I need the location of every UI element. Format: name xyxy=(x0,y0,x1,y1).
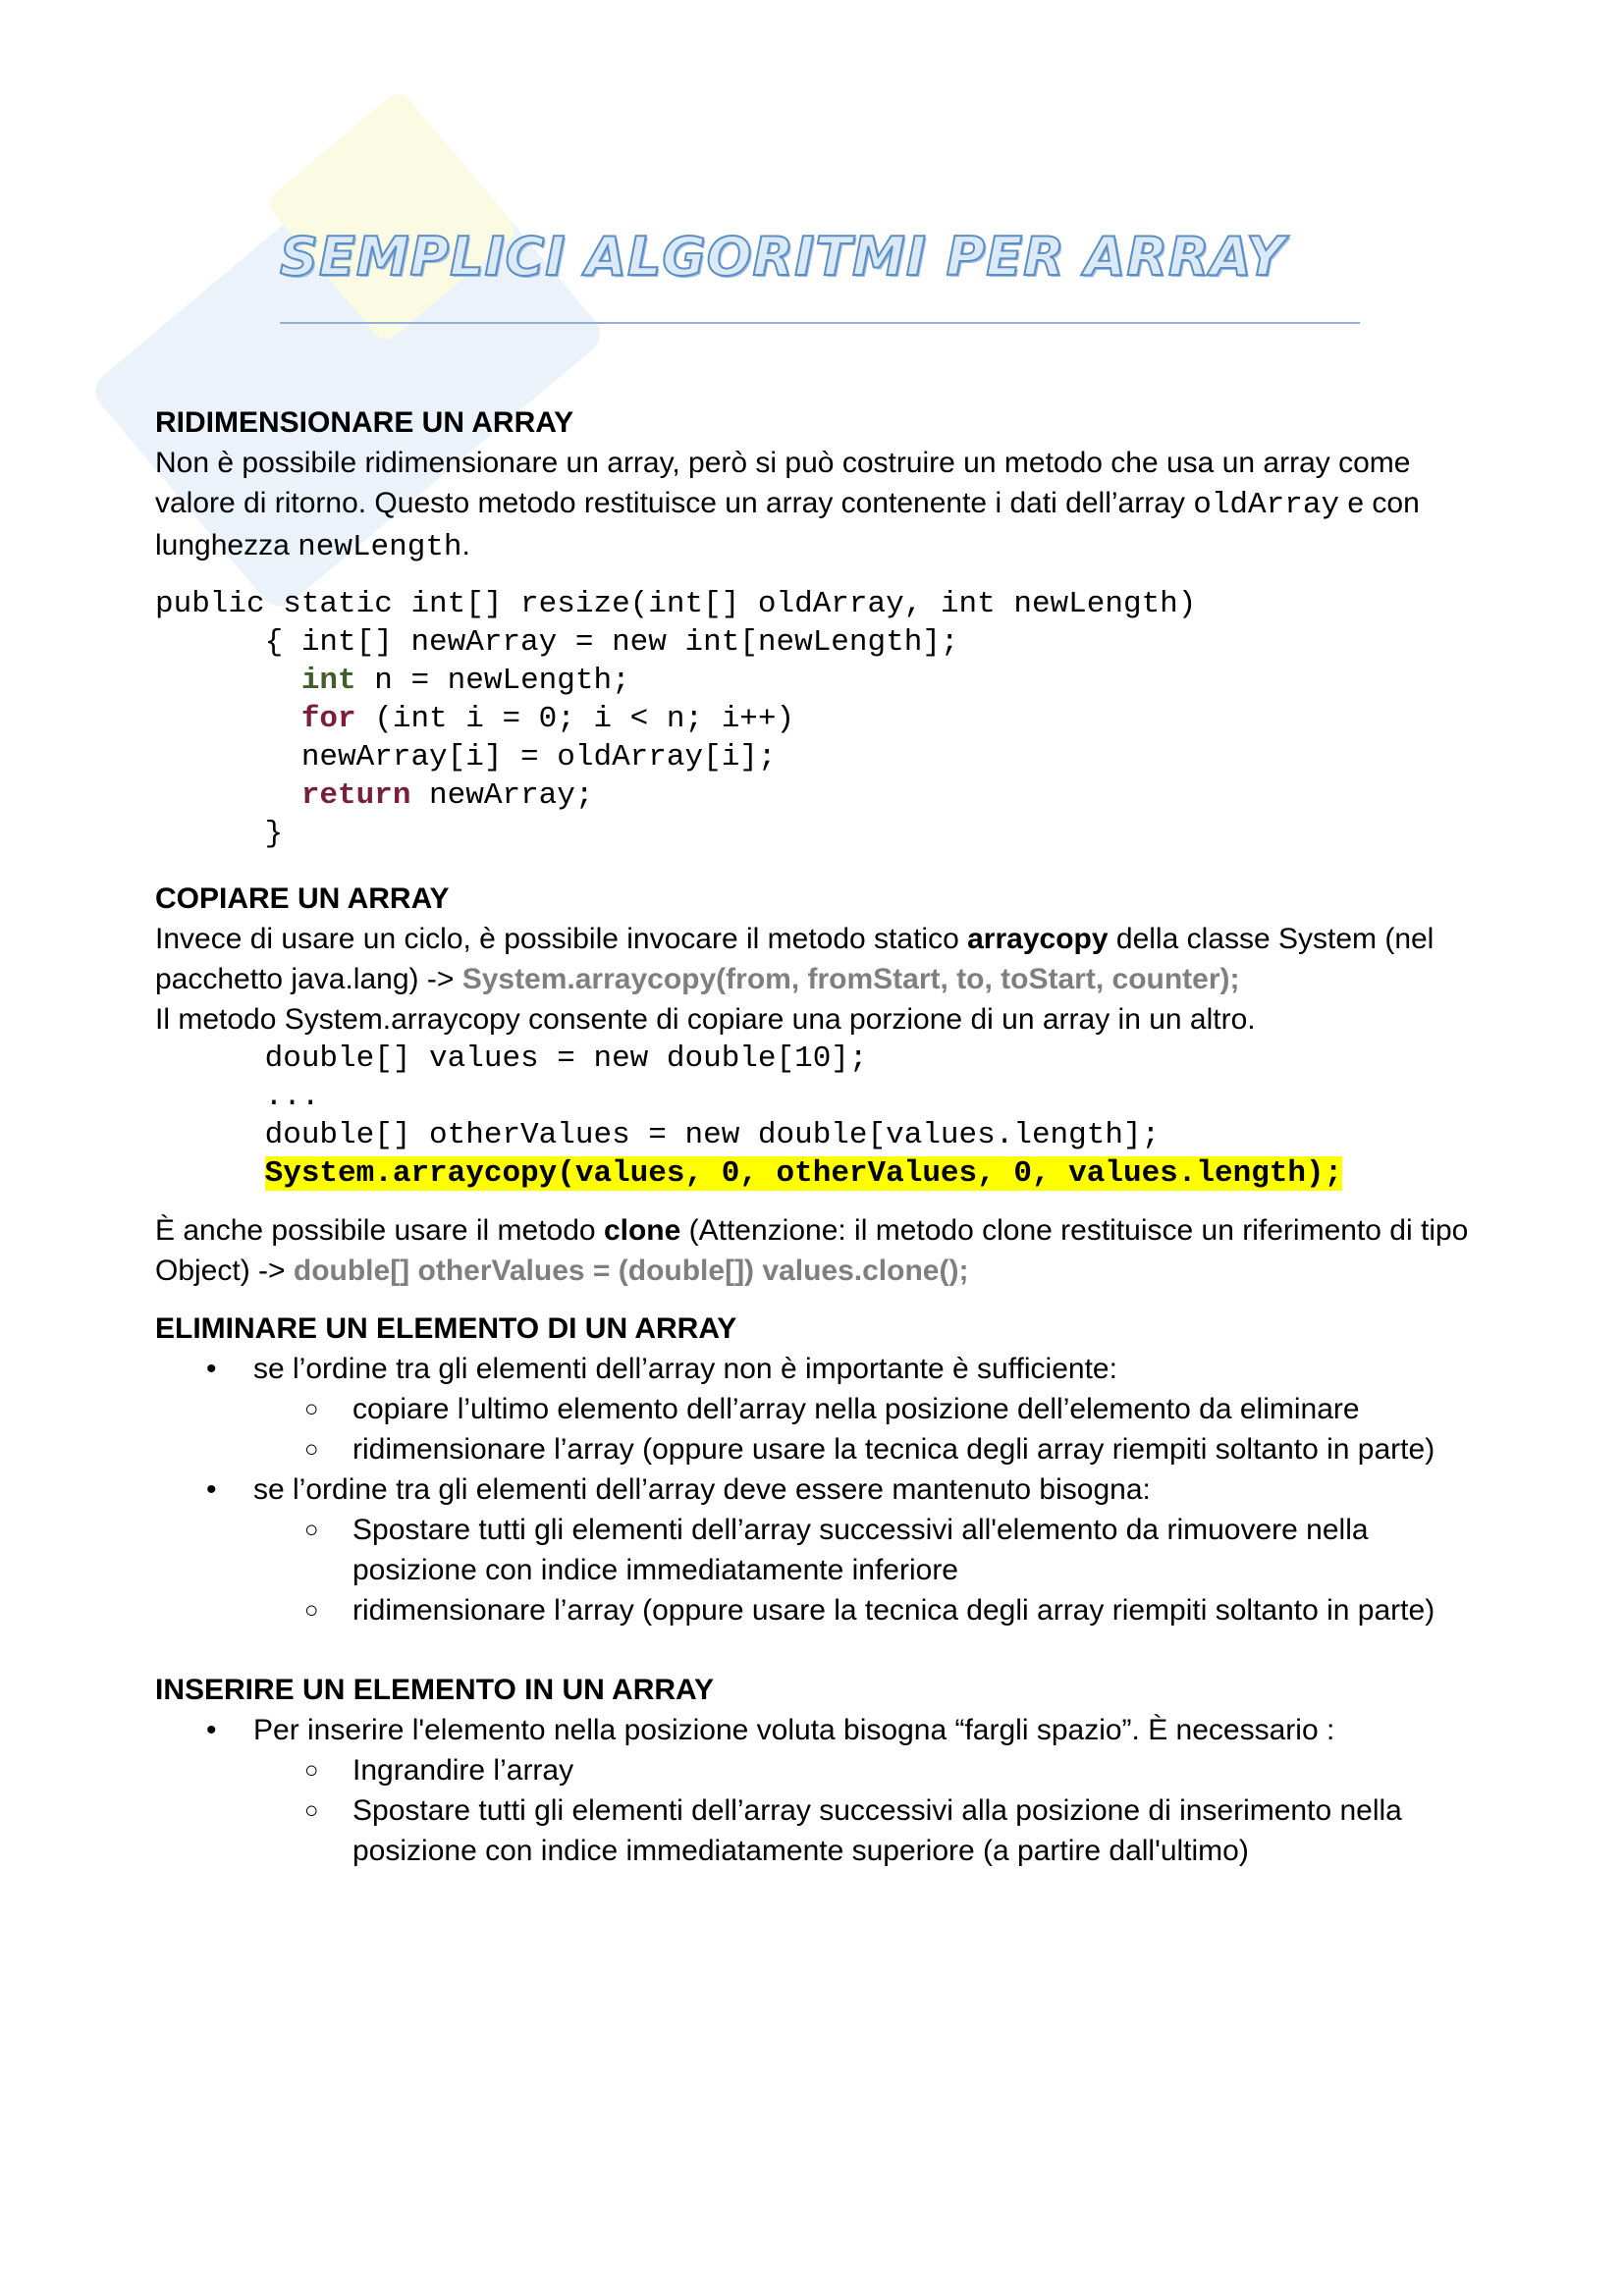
bullet-icon: • xyxy=(206,1353,217,1385)
bullet-list-remove xyxy=(155,1349,1490,1630)
paragraph-copy-3 xyxy=(155,1210,1490,1291)
keyword: int xyxy=(300,664,356,698)
sub-list xyxy=(253,1510,1490,1630)
code-block-resize xyxy=(155,585,1490,853)
sub-list-item xyxy=(253,1389,1490,1429)
circle-bullet-icon: ○ xyxy=(304,1517,319,1543)
circle-bullet-icon: ○ xyxy=(304,1597,319,1624)
code-line: newArray[i] = oldArray[i]; xyxy=(155,740,777,774)
code-snippet: double[] otherValues = (double[]) values.clone(); xyxy=(293,1255,969,1287)
list-item xyxy=(155,1469,1490,1630)
sub-list-item xyxy=(253,1750,1490,1790)
list-item-text: se l’ordine tra gli elementi dell’array deve essere mantenuto bisogna: xyxy=(253,1473,1151,1506)
code-line xyxy=(155,700,1490,738)
sub-list-item-text: ridimensionare l’array (oppure usare la tecnica degli array riempiti soltanto in parte) xyxy=(352,1433,1435,1466)
section-heading-resize: RIDIMENSIONARE UN ARRAY xyxy=(155,406,574,439)
code-line: ... xyxy=(155,1080,320,1114)
code-line xyxy=(155,662,1490,700)
section-heading-insert: INSERIRE UN ELEMENTO IN UN ARRAY xyxy=(155,1674,714,1706)
document-body xyxy=(155,402,1490,1871)
paragraph-copy-1 xyxy=(155,919,1490,999)
list-item xyxy=(155,1349,1490,1469)
circle-bullet-icon: ○ xyxy=(304,1797,319,1824)
sub-list-item-text: Spostare tutti gli elementi dell’array successivi all'elemento da rimuovere nella posizione con indice immediatamente inferiore xyxy=(352,1514,1369,1586)
code-line: double[] values = new double[10]; xyxy=(155,1041,868,1076)
code-line xyxy=(155,1154,1490,1193)
list-item-text: Per inserire l'elemento nella posizione voluta bisogna “fargli spazio”. È necessario : xyxy=(253,1714,1335,1746)
code-text: (int i = 0; i < n; i++) xyxy=(355,702,795,736)
code-line xyxy=(155,776,1490,815)
code-line: { int[] newArray = new int[newLength]; xyxy=(155,625,959,660)
list-item-text: se l’ordine tra gli elementi dell’array non è importante è sufficiente: xyxy=(253,1353,1117,1385)
code-text: n = newLength; xyxy=(355,664,630,698)
sub-list xyxy=(253,1750,1490,1871)
bold-term: clone xyxy=(603,1214,681,1247)
section-heading-copy: COPIARE UN ARRAY xyxy=(155,882,450,915)
bullet-list-insert xyxy=(155,1710,1490,1871)
sub-list-item-text: Spostare tutti gli elementi dell’array successivi alla posizione di inserimento nella posizione con indice immediatamente superiore (a partire dall'ultimo) xyxy=(352,1794,1402,1867)
paragraph-resize xyxy=(155,443,1490,567)
title-divider xyxy=(280,322,1360,324)
sub-list-item-text: ridimensionare l’array (oppure usare la tecnica degli array riempiti soltanto in parte) xyxy=(352,1594,1435,1627)
text-run: . xyxy=(461,529,470,561)
text-run: Invece di usare un ciclo, è possibile invocare il metodo statico xyxy=(155,923,968,955)
section-heading-remove: ELIMINARE UN ELEMENTO DI UN ARRAY xyxy=(155,1312,737,1345)
sub-list-item xyxy=(253,1510,1490,1590)
code-line: public static int[] resize(int[] oldArray, int newLength) xyxy=(155,587,1197,621)
inline-code: oldArray xyxy=(1193,488,1340,522)
code-snippet: System.arraycopy(from, fromStart, to, toStart, counter); xyxy=(461,963,1240,995)
list-item xyxy=(155,1710,1490,1871)
inline-code: newLength xyxy=(298,530,462,564)
bold-term: arraycopy xyxy=(967,923,1109,955)
code-line: } xyxy=(155,817,284,851)
code-line: double[] otherValues = new double[values.length]; xyxy=(155,1118,1161,1152)
circle-bullet-icon: ○ xyxy=(304,1436,319,1463)
text-run: della classe System (nel pacchetto java.lang) -> xyxy=(155,923,1435,995)
sub-list-item xyxy=(253,1429,1490,1469)
sub-list-item-text: copiare l’ultimo elemento dell’array nella posizione dell’elemento da eliminare xyxy=(352,1393,1360,1425)
keyword: for xyxy=(300,702,356,736)
text-run: Non è possibile ridimensionare un array, però si può costruire un metodo che usa un array come valore di ritorno. Questo metodo restituisce un array contenente i dati dell’array xyxy=(155,447,1411,519)
circle-bullet-icon: ○ xyxy=(304,1757,319,1784)
text-run: È anche possibile usare il metodo xyxy=(155,1214,604,1247)
bullet-icon: • xyxy=(206,1714,217,1746)
code-text: newArray; xyxy=(410,778,594,813)
page-title: SEMPLICI ALGORITMI PER ARRAY xyxy=(280,226,1286,288)
keyword: return xyxy=(300,778,411,813)
text-run: (Attenzione: il metodo clone restituisce un riferimento di tipo Object) -> xyxy=(155,1214,1469,1287)
sub-list-item xyxy=(253,1590,1490,1630)
highlighted-code: System.arraycopy(values, 0, otherValues, 0, values.length); xyxy=(264,1156,1343,1191)
bullet-icon: • xyxy=(206,1473,217,1506)
sub-list-item-text: Ingrandire l’array xyxy=(352,1754,574,1787)
code-block-copy xyxy=(155,1040,1490,1193)
sub-list xyxy=(253,1389,1490,1469)
paragraph-copy-2: Il metodo System.arraycopy consente di copiare una porzione di un array in un altro. xyxy=(155,1003,1256,1036)
watermark-accent xyxy=(264,88,519,345)
sub-list-item xyxy=(253,1790,1490,1871)
circle-bullet-icon: ○ xyxy=(304,1396,319,1422)
text-run: e con lunghezza xyxy=(155,487,1420,561)
